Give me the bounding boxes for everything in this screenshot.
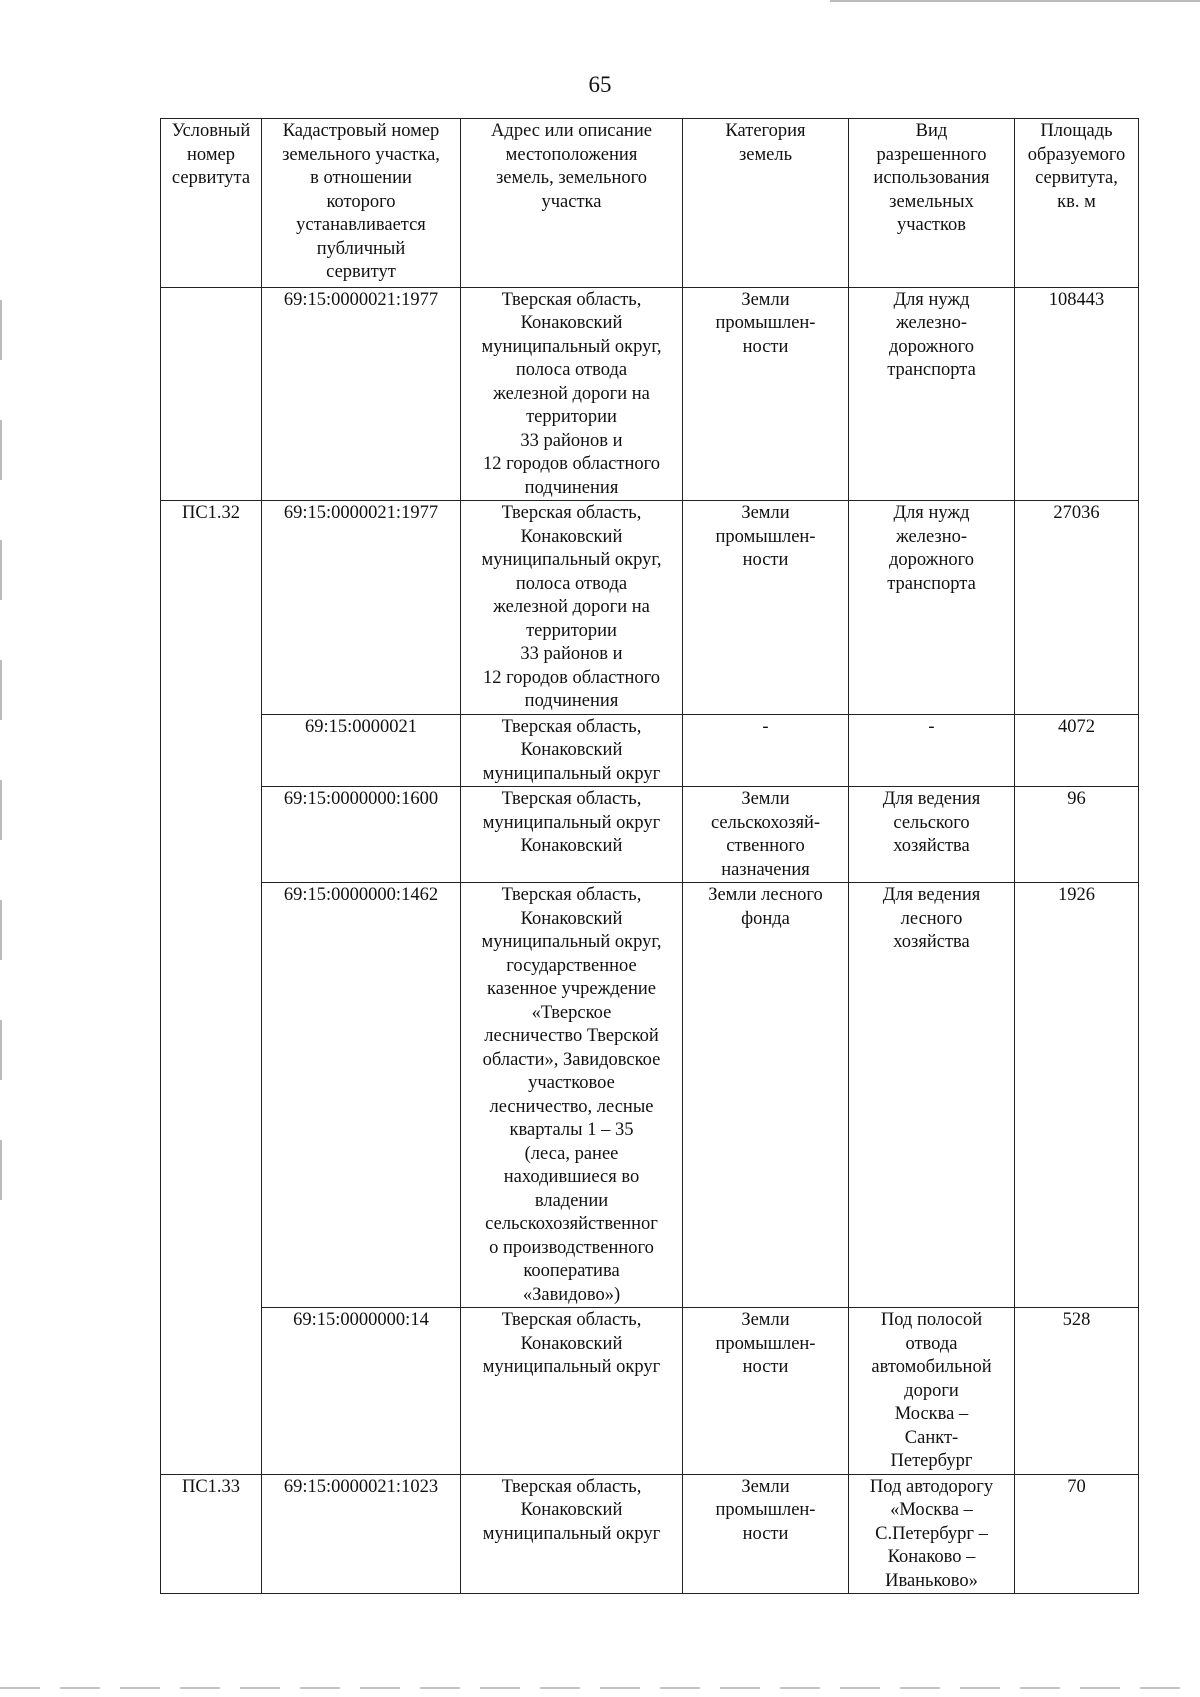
cell-area: 1926 xyxy=(1015,883,1139,1308)
page-number: 65 xyxy=(588,72,612,97)
header-land-category: Категория земель xyxy=(683,119,849,288)
cell-usage: Под полосой отвода автомобильной дороги Москва – Санкт- Петербург xyxy=(849,1308,1015,1475)
cell-address: Тверская область, Конаковский муниципальный округ, полоса отвода железной дороги на территории 33 районов и 12 городов областного подчинения xyxy=(461,501,683,715)
cell-category: - xyxy=(683,714,849,787)
cell-area: 27036 xyxy=(1015,501,1139,715)
cell-address: Тверская область, Конаковский муниципальный округ xyxy=(461,714,683,787)
table-row xyxy=(161,787,1139,883)
cell-area: 4072 xyxy=(1015,714,1139,787)
cell-category: Земли сельскохозяй- ственного назначения xyxy=(683,787,849,883)
header-servitude-number: Условный номер сервитута xyxy=(161,119,262,288)
cell-usage: Для нужд железно- дорожного транспорта xyxy=(849,287,1015,501)
cell-usage: Для нужд железно- дорожного транспорта xyxy=(849,501,1015,715)
cell-servitude xyxy=(161,287,262,501)
cell-category: Земли промышлен- ности xyxy=(683,1308,849,1475)
header-permitted-use: Вид разрешенного использования земельных участков xyxy=(849,119,1015,288)
scan-edge-line xyxy=(0,300,2,1200)
cell-area: 108443 xyxy=(1015,287,1139,501)
cell-cadastral: 69:15:0000000:1600 xyxy=(262,787,461,883)
cell-cadastral: 69:15:0000021:1023 xyxy=(262,1474,461,1594)
cell-usage: Под автодорогу «Москва – С.Петербург – Конаково – Иваньково» xyxy=(849,1474,1015,1594)
table-row xyxy=(161,1474,1139,1594)
cell-address: Тверская область, Конаковский муниципальный округ, полоса отвода железной дороги на территории 33 районов и 12 городов областного подчинения xyxy=(461,287,683,501)
cell-area: 70 xyxy=(1015,1474,1139,1594)
cell-usage: Для ведения лесного хозяйства xyxy=(849,883,1015,1308)
cell-cadastral: 69:15:0000000:1462 xyxy=(262,883,461,1308)
table-row xyxy=(161,501,1139,715)
scan-edge-line xyxy=(0,1687,1200,1689)
cell-area: 96 xyxy=(1015,787,1139,883)
cell-servitude: ПС1.33 xyxy=(161,1474,262,1594)
header-cadastral-number: Кадастровый номер земельного участка, в отношении которого устанавливается публичный сервитут xyxy=(262,119,461,288)
servitude-table xyxy=(160,118,1139,1594)
table-row xyxy=(161,287,1139,501)
cell-servitude: ПС1.32 xyxy=(161,501,262,1475)
cell-cadastral: 69:15:0000021 xyxy=(262,714,461,787)
table-row xyxy=(161,1308,1139,1475)
cell-address: Тверская область, Конаковский муниципальный округ xyxy=(461,1308,683,1475)
cell-cadastral: 69:15:0000000:14 xyxy=(262,1308,461,1475)
cell-category: Земли промышлен- ности xyxy=(683,501,849,715)
cell-usage: Для ведения сельского хозяйства xyxy=(849,787,1015,883)
header-address: Адрес или описание местоположения земель, земельного участка xyxy=(461,119,683,288)
cell-cadastral: 69:15:0000021:1977 xyxy=(262,501,461,715)
cell-category: Земли промышлен- ности xyxy=(683,1474,849,1594)
cell-category: Земли промышлен- ности xyxy=(683,287,849,501)
table-row xyxy=(161,883,1139,1308)
table-header-row xyxy=(161,119,1139,288)
cell-cadastral: 69:15:0000021:1977 xyxy=(262,287,461,501)
header-area: Площадь образуемого сервитута, кв. м xyxy=(1015,119,1139,288)
cell-area: 528 xyxy=(1015,1308,1139,1475)
cell-address: Тверская область, муниципальный округ Конаковский xyxy=(461,787,683,883)
cell-address: Тверская область, Конаковский муниципальный округ, государственное казенное учреждение «Тверское лесничество Тверской области», Завидовское участковое лесничество, лесные кварталы 1 – 35 (леса, ранее находившиеся во владении сельскохозяйственног о производственного кооператива «Завидово») xyxy=(461,883,683,1308)
scan-edge-line xyxy=(830,0,1200,2)
cell-address: Тверская область, Конаковский муниципальный округ xyxy=(461,1474,683,1594)
table-row xyxy=(161,714,1139,787)
cell-category: Земли лесного фонда xyxy=(683,883,849,1308)
cell-usage: - xyxy=(849,714,1015,787)
